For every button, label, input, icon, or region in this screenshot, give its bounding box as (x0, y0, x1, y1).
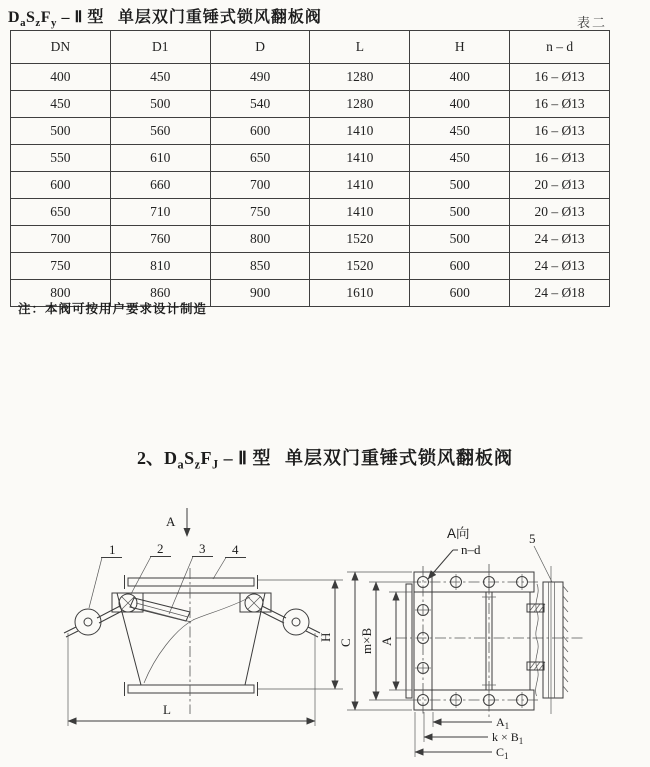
section-arrow-label: A (166, 514, 176, 529)
table-cell: 400 (410, 91, 510, 118)
right-hinge-shaft (245, 594, 263, 612)
doc-title (8, 4, 322, 29)
table-cell: 450 (11, 91, 111, 118)
holes-label: n–d (461, 542, 481, 557)
section2-title-name: 单层双门重锤式锁风翻板阀 (285, 448, 514, 468)
table-cell: 24 – Ø18 (510, 280, 610, 307)
left-counterweight (64, 609, 101, 637)
spec-table (10, 30, 610, 307)
table-cell: 1410 (310, 172, 410, 199)
dim-H-label: H (318, 632, 333, 642)
left-view-drawing (64, 508, 343, 726)
table-cell: 16 – Ø13 (510, 64, 610, 91)
table-cell: 500 (410, 172, 510, 199)
right-lever-arm (260, 606, 286, 623)
table-cell: 900 (210, 280, 310, 307)
table-header-cell: DN (11, 31, 111, 64)
table-cell: 500 (11, 118, 111, 145)
table-header-cell: H (410, 31, 510, 64)
table-cell: 24 – Ø13 (510, 226, 610, 253)
table-cell: 1410 (310, 199, 410, 226)
bolt-holes-callout (428, 542, 481, 579)
table-cell: 400 (11, 64, 111, 91)
table-row (11, 199, 610, 226)
table-cell: 1410 (310, 118, 410, 145)
side-plate-edge (406, 584, 412, 698)
table-cell: 1520 (310, 253, 410, 280)
table-row (11, 118, 610, 145)
table-cell: 560 (110, 118, 210, 145)
table-cell: 1520 (310, 226, 410, 253)
table-header-cell: D1 (110, 31, 210, 64)
table-cell: 550 (11, 145, 111, 172)
table-cell: 600 (410, 280, 510, 307)
svg-text:A1: $A_1$ (496, 715, 510, 731)
table-cell: 20 – Ø13 (510, 199, 610, 226)
svg-text:3: 3 (199, 541, 206, 556)
table-cell: 700 (210, 172, 310, 199)
gasket-hatching (563, 586, 568, 692)
table-cell: 400 (410, 64, 510, 91)
valve-technical-drawing (0, 490, 650, 767)
table-header-cell: n – d (510, 31, 610, 64)
dim-C-label: C (338, 638, 353, 647)
dimension-A (379, 592, 412, 690)
table-cell: 24 – Ø13 (510, 253, 610, 280)
dim-A-label: A (379, 636, 394, 646)
svg-text:2: 2 (157, 541, 164, 556)
table-cell: 760 (110, 226, 210, 253)
dim-L-label: L (163, 702, 171, 717)
table-row (11, 172, 610, 199)
dim-mB-label: m×B (359, 627, 374, 654)
table-cell: 650 (11, 199, 111, 226)
table-cell: 860 (110, 280, 210, 307)
table-cell: 1410 (310, 145, 410, 172)
table-number-label: 表二 (577, 15, 608, 30)
table-cell: 750 (11, 253, 111, 280)
right-counterweight (283, 609, 320, 637)
table-cell: 800 (210, 226, 310, 253)
part-label-4 (213, 542, 246, 579)
table-cell: 600 (11, 172, 111, 199)
table-cell: 810 (110, 253, 210, 280)
part-label-5 (529, 531, 552, 582)
table-cell: 850 (210, 253, 310, 280)
table-cell: 500 (410, 226, 510, 253)
table-cell: 450 (110, 64, 210, 91)
table-header-cell: D (210, 31, 310, 64)
dimension-L (68, 633, 315, 726)
part-label-1 (89, 542, 122, 608)
dimension-C (338, 572, 412, 710)
spec-table-body (11, 64, 610, 307)
bottom-flange (128, 685, 254, 693)
a-view-label: A向 (447, 526, 470, 541)
left-hinge-shaft (119, 594, 137, 612)
valve-body (117, 593, 265, 685)
table-header-cell: L (310, 31, 410, 64)
table-row (11, 145, 610, 172)
svg-text:4: 4 (232, 542, 239, 557)
table-row (11, 91, 610, 118)
table-cell: 700 (11, 226, 111, 253)
table-cell: 610 (110, 145, 210, 172)
table-cell: 800 (11, 280, 111, 307)
table-cell: 750 (210, 199, 310, 226)
table-cell: 450 (410, 145, 510, 172)
table-cell: 16 – Ø13 (510, 145, 610, 172)
svg-text:5: 5 (529, 531, 536, 546)
svg-text:1: 1 (109, 542, 116, 557)
svg-text:k × B1: $k \times B_1$ (492, 730, 524, 746)
section2-model-code: $D_aS_zF_J$ – Ⅱ 型 (163, 448, 272, 472)
table-cell: 540 (210, 91, 310, 118)
dimension-A1 (433, 712, 509, 731)
hanging-flap-curve (144, 597, 250, 683)
section2-number: 2、 (136, 448, 164, 468)
table-cell: 16 – Ø13 (510, 91, 610, 118)
table-cell: 1280 (310, 91, 410, 118)
table-row (11, 64, 610, 91)
table-note: 注：本阀可按用户要求设计制造 (18, 302, 208, 316)
table-cell: 1610 (310, 280, 410, 307)
table-cell: 710 (110, 199, 210, 226)
header-row (11, 31, 610, 64)
top-flange (128, 578, 254, 586)
section-arrowhead (184, 528, 191, 537)
table-cell: 600 (410, 253, 510, 280)
table-cell: 600 (210, 118, 310, 145)
table-cell: 490 (210, 64, 310, 91)
table-cell: 20 – Ø13 (510, 172, 610, 199)
table-cell: 500 (410, 199, 510, 226)
a-view-body (432, 592, 530, 690)
table-cell: 650 (210, 145, 310, 172)
table-row (11, 253, 610, 280)
table-cell: 1280 (310, 64, 410, 91)
table-cell: 660 (110, 172, 210, 199)
svg-text:C1: $C_1$ (496, 745, 509, 761)
table-cell: 500 (110, 91, 210, 118)
table-row (11, 226, 610, 253)
doc-title-name: 单层双门重锤式锁风翻板阀 (117, 9, 322, 26)
section2-title (0, 444, 650, 473)
table-cell: 16 – Ø13 (510, 118, 610, 145)
spec-table-head (11, 31, 610, 64)
right-view-drawing (338, 526, 584, 761)
table-cell: 450 (410, 118, 510, 145)
flap-plate (130, 598, 191, 622)
side-flange-assembly (527, 566, 568, 714)
model-code: $D_aS_zF_y$ – Ⅱ 型 (8, 9, 104, 30)
